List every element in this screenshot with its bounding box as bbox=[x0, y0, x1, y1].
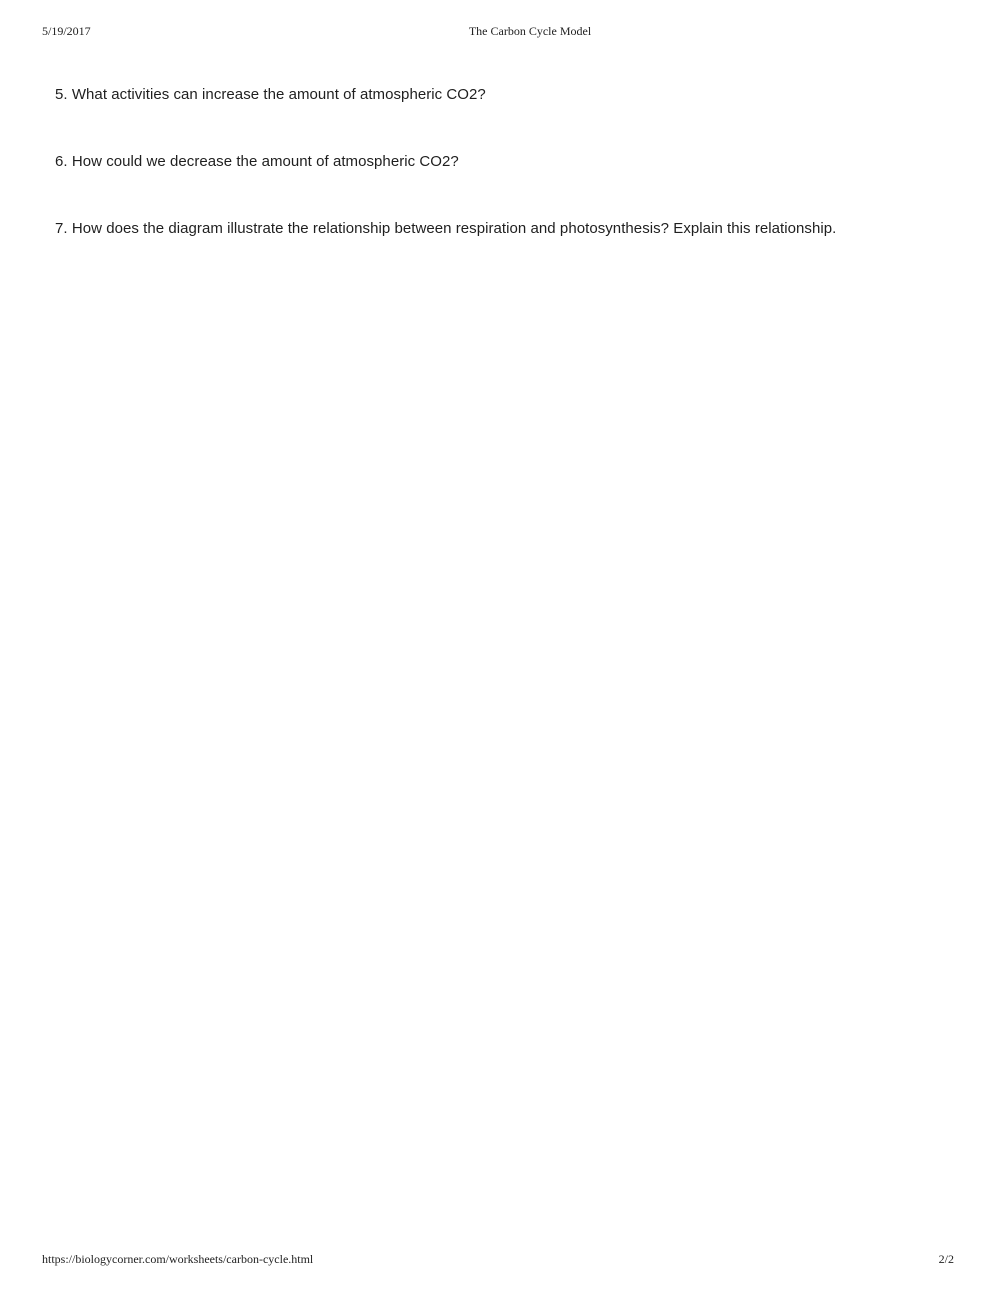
question-5: 5. What activities can increase the amount of atmospheric CO2? bbox=[55, 86, 486, 103]
footer-page-number: 2/2 bbox=[938, 1252, 954, 1266]
header-date: 5/19/2017 bbox=[42, 24, 91, 38]
footer-url[interactable]: https://biologycorner.com/worksheets/carbon-cycle.html bbox=[42, 1252, 314, 1266]
question-7: 7. How does the diagram illustrate the relationship between respiration and photosynthesis? Explain this relationship. bbox=[55, 220, 837, 237]
question-6: 6. How could we decrease the amount of atmospheric CO2? bbox=[55, 153, 459, 170]
header-title: The Carbon Cycle Model bbox=[468, 24, 592, 38]
